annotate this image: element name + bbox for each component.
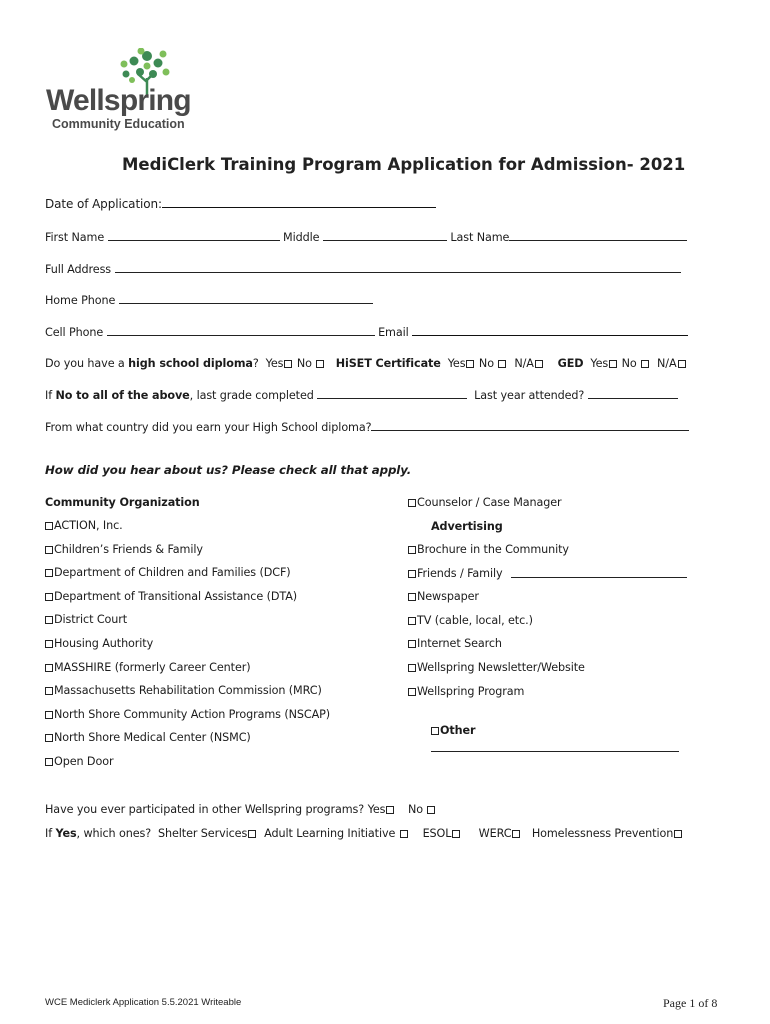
first-name-label: First Name [45,231,105,244]
diploma-q: ? [252,357,259,370]
checkbox[interactable] [408,688,416,696]
ged-no-label: No [621,357,637,370]
friends-family-line[interactable] [511,567,687,581]
list-item[interactable] [45,708,330,721]
which-rest: , which ones? [76,827,152,840]
country-row [45,420,689,434]
diploma-row [45,357,687,370]
checkbox[interactable] [45,640,53,648]
page-title: MediClerk Training Program Application for Admission- 2021 [122,155,686,174]
last-name-field[interactable] [509,230,687,241]
ged-yes-checkbox[interactable] [609,360,617,368]
option-werc: WERC [478,827,512,840]
option-homelessness: Homelessness Prevention [531,827,674,840]
ged-yes-label: Yes [590,357,609,370]
footer-doc-id: WCE Mediclerk Application 5.5.2021 Writeable [45,997,242,1008]
list-item[interactable] [45,543,203,556]
diploma-hs: high school diploma [128,357,253,370]
homelessness-checkbox[interactable] [674,830,682,838]
logo [46,48,191,134]
home-phone-field[interactable] [119,293,373,304]
option-adult-learning: Adult Learning Initiative [264,827,396,840]
list-item-label: Brochure in the Community [417,543,569,556]
logo-wordmark: Wellspring [46,84,191,117]
last-year-label: Last year attended? [474,389,585,402]
hiset-no-label: No [478,357,494,370]
list-item-label: Friends / Family [417,566,503,580]
other-label: Other [440,724,476,737]
list-item[interactable] [45,755,113,768]
first-name-field[interactable] [108,230,280,241]
list-item[interactable] [408,661,585,674]
advertising-header: Advertising [431,520,503,533]
adult-learning-checkbox[interactable] [400,830,408,838]
home-phone-label: Home Phone [45,294,116,307]
werc-checkbox[interactable] [512,830,520,838]
cell-email-row [45,325,688,339]
other-field[interactable] [431,741,679,752]
ged-na-label: N/A [657,357,677,370]
ged-no-checkbox[interactable] [641,360,649,368]
checkbox[interactable] [45,593,53,601]
checkbox[interactable] [408,499,416,507]
hiset-no-checkbox[interactable] [498,360,506,368]
list-item-label: Massachusetts Rehabilitation Commission (MRC) [54,684,322,698]
hiset-yes-label: Yes [447,357,466,370]
right-first-item[interactable] [408,496,562,509]
participated-yes-label: Yes [367,803,386,816]
list-item[interactable] [45,684,322,697]
grade-if: If [45,389,56,402]
list-item-label: Open Door [54,755,114,768]
how-heard-heading: How did you hear about us? Please check all that apply. [45,463,412,477]
email-field[interactable] [412,325,688,336]
hs-yes-label: Yes [265,357,284,370]
list-item[interactable] [45,566,291,579]
list-item-label: Children’s Friends & Family [54,542,203,556]
friends-family-field[interactable] [511,567,687,578]
logo-subtitle: Community Education [52,117,185,131]
participated-yes-checkbox[interactable] [386,806,394,814]
participated-question: Have you ever participated in other Wellspring programs? [45,803,365,816]
checkbox[interactable] [408,570,416,578]
which-row [45,827,683,840]
shelter-checkbox[interactable] [248,830,256,838]
hiset-yes-checkbox[interactable] [466,360,474,368]
which-yes: Yes [55,827,77,840]
checkbox[interactable] [408,664,416,672]
checkbox[interactable] [45,711,53,719]
checkbox[interactable] [45,522,53,530]
checkbox[interactable] [408,617,416,625]
list-item[interactable] [45,590,297,603]
list-item[interactable] [408,543,569,556]
email-label: Email [378,326,409,339]
last-grade-field[interactable] [317,388,467,399]
other-line[interactable] [431,741,679,755]
list-item[interactable] [408,637,502,650]
option-esol: ESOL [422,827,452,840]
address-label: Full Address [45,263,112,276]
checkbox[interactable] [45,734,53,742]
list-item-label: North Shore Community Action Programs (NSCAP) [54,707,331,721]
date-label: Date of Application: [45,197,162,211]
list-item-label: Department of Children and Families (DCF) [54,566,291,580]
ged-label: GED [557,357,584,370]
cell-phone-label: Cell Phone [45,326,104,339]
country-label: From what country did you earn your High School diploma? [45,421,372,434]
list-item-label: TV (cable, local, etc.) [417,613,533,627]
community-org-header: Community Organization [45,496,200,509]
diploma-prefix: Do you have a [45,357,129,370]
right-first-label: Counselor / Case Manager [417,496,562,509]
hiset-label: HiSET Certificate [335,357,441,370]
list-item[interactable] [45,637,153,650]
which-if: If [45,827,56,840]
list-item[interactable] [408,614,533,627]
list-item[interactable] [45,661,251,674]
date-row [45,197,436,211]
list-item[interactable] [408,567,503,580]
hiset-na-checkbox[interactable] [535,360,543,368]
country-field[interactable] [371,420,689,431]
checkbox[interactable] [45,569,53,577]
footer-page-number: Page 1 of 8 [663,996,718,1010]
checkbox[interactable] [45,687,53,695]
checkbox[interactable] [45,758,53,766]
list-item-label: Housing Authority [54,637,154,650]
participated-no [408,803,436,816]
date-field[interactable] [162,197,436,208]
hs-yes-checkbox[interactable] [284,360,292,368]
last-year-field[interactable] [588,388,678,399]
participated-row [45,803,395,816]
option-shelter: Shelter Services [158,827,248,840]
list-item[interactable] [408,685,524,698]
list-item-label: Department of Transitional Assistance (DTA) [54,589,298,603]
address-field[interactable] [115,262,681,273]
checkbox[interactable] [45,664,53,672]
checkbox[interactable] [408,593,416,601]
list-item-label: Wellspring Program [417,684,525,698]
hiset-na-label: N/A [514,357,534,370]
home-phone-row [45,293,373,307]
ged-na-checkbox[interactable] [678,360,686,368]
name-row [45,230,687,244]
list-item-label: North Shore Medical Center (NSMC) [54,731,251,745]
address-row [45,262,681,276]
list-item[interactable] [408,590,479,603]
list-item-label: ACTION, Inc. [54,519,123,532]
list-item-label: District Court [54,613,128,627]
grade-no-all: No to all of the above [55,389,190,402]
hs-no-label: No [296,357,312,370]
grade-rest: , last grade completed [189,389,314,402]
hs-no-checkbox[interactable] [316,360,324,368]
participated-no-label: No [408,803,424,816]
middle-label: Middle [283,231,320,244]
last-name-label: Last Name [450,231,510,244]
list-item[interactable] [45,613,127,626]
cell-phone-field[interactable] [107,325,375,336]
grade-row [45,388,678,402]
list-item-label: MASSHIRE (formerly Career Center) [54,660,251,674]
list-item[interactable] [45,519,123,532]
checkbox[interactable] [431,727,439,735]
list-item-label: Newspaper [417,590,479,604]
checkbox[interactable] [408,546,416,554]
esol-checkbox[interactable] [452,830,460,838]
checkbox[interactable] [45,546,53,554]
list-item-label: Wellspring Newsletter/Website [417,661,585,674]
list-item-label: Internet Search [417,637,502,651]
participated-no-checkbox[interactable] [427,806,435,814]
middle-field[interactable] [323,230,447,241]
other-item[interactable] [431,724,475,737]
list-item[interactable] [45,731,251,744]
checkbox[interactable] [408,640,416,648]
checkbox[interactable] [45,616,53,624]
